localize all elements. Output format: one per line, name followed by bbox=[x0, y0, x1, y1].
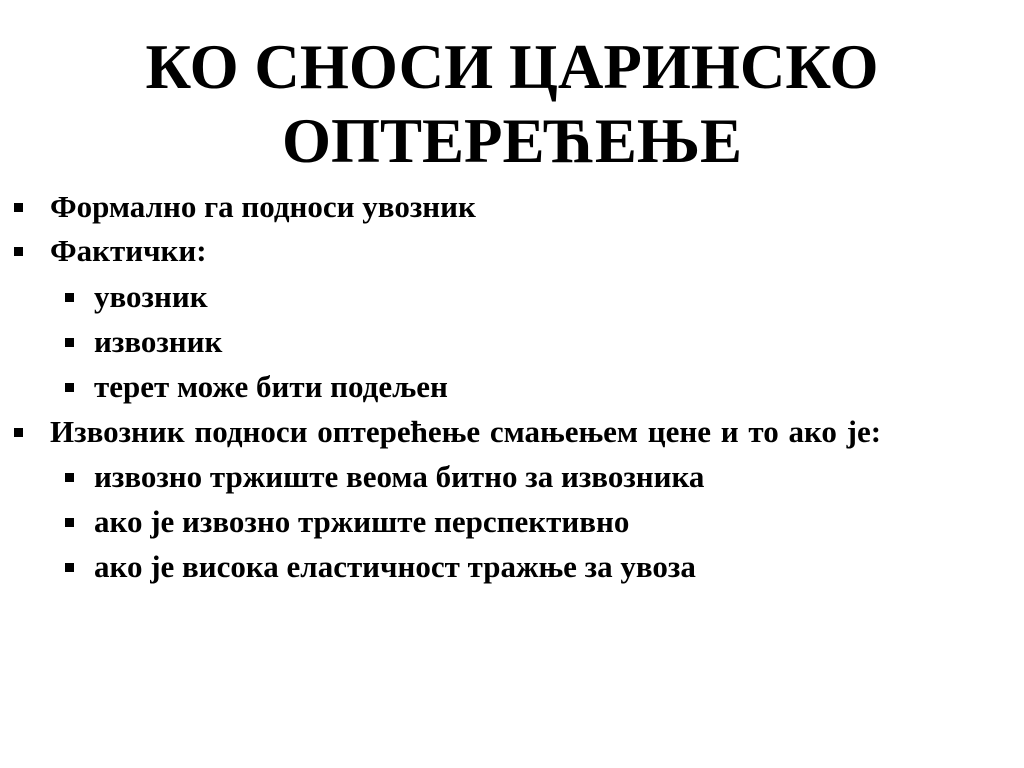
bullet-item: Извозник подноси оптерећење смањењем цене и то ако је: bbox=[50, 414, 882, 449]
sub-bullet-item: ако је извозно тржиште перспективно bbox=[94, 504, 630, 539]
sub-bullet-square-icon bbox=[65, 383, 74, 392]
sub-bullet-square-icon bbox=[65, 473, 74, 482]
slide-title bbox=[0, 30, 1024, 178]
sub-bullet-item: ако је висока еластичност тражње за увоза bbox=[94, 549, 696, 584]
bullet-square-icon bbox=[14, 247, 23, 256]
bullet-item: Фактички: bbox=[50, 233, 207, 268]
sub-bullet-item: извозно тржиште веома битно за извозника bbox=[94, 459, 705, 494]
title-line-1: КО СНОСИ ЦАРИНСКО bbox=[145, 32, 879, 102]
title-line-2: ОПТЕРЕЋЕЊЕ bbox=[281, 106, 743, 176]
sub-bullet-square-icon bbox=[65, 338, 74, 347]
bullet-item: Формално га подноси увозник bbox=[50, 189, 476, 224]
sub-bullet-item: терет може бити подељен bbox=[94, 369, 448, 404]
sub-bullet-item: извозник bbox=[94, 324, 223, 359]
sub-bullet-square-icon bbox=[65, 563, 74, 572]
sub-bullet-item: увозник bbox=[94, 279, 208, 314]
bullet-square-icon bbox=[14, 428, 23, 437]
bullet-square-icon bbox=[14, 203, 23, 212]
sub-bullet-square-icon bbox=[65, 293, 74, 302]
sub-bullet-square-icon bbox=[65, 518, 74, 527]
